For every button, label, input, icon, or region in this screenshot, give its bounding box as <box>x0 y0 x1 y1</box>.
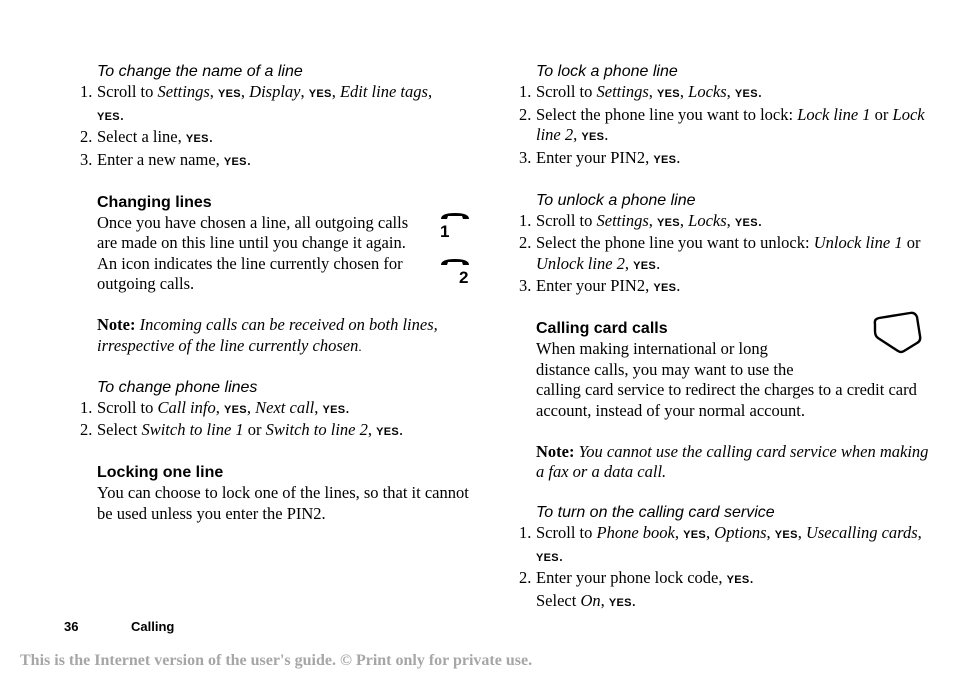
list-item: 1. Scroll to Settings, YES, Locks, YES. <box>519 82 762 101</box>
line-1-label: 1 <box>440 222 450 241</box>
heading-locking-one-line: Locking one line <box>97 464 224 481</box>
calling-card-icon <box>872 310 924 356</box>
yes-key-label: YES <box>726 574 750 586</box>
heading-lock-phone-line: To lock a phone line <box>536 63 678 80</box>
calling-card-text-1: When making international or long distance calls, you may want to use the <box>536 339 794 379</box>
steps-change-line-name <box>80 82 476 172</box>
heading-unlock-phone-line: To unlock a phone line <box>536 191 696 209</box>
list-item: 2. Select Switch to line 1 or Switch to line 2, YES. <box>80 420 404 439</box>
line-2-icon <box>438 256 474 290</box>
list-item: 2. Select the phone line you want to unlock: Unlock line 1 or Unlock line 2, YES. <box>519 233 921 273</box>
list-item: 3. Enter a new name, YES. <box>80 149 251 169</box>
yes-key-label: YES <box>223 155 247 168</box>
yes-key-label: YES <box>653 153 677 166</box>
yes-key-label: YES <box>734 216 758 229</box>
yes-key-label: YES <box>218 88 241 100</box>
page-number: 36 <box>64 619 79 634</box>
yes-key-label: YES <box>97 110 120 123</box>
steps-unlock-phone-line <box>519 211 929 299</box>
calling-card-text-2: calling card service to redirect the charges to a credit card account, instead of your normal account. <box>536 380 917 420</box>
yes-key-label: YES <box>657 88 680 100</box>
yes-key-label: YES <box>608 596 632 609</box>
heading-turn-on-calling-card: To turn on the calling card service <box>536 504 775 521</box>
heading-calling-card-calls: Calling card calls <box>536 320 668 337</box>
list-item: 1. Scroll to Settings, YES, Display, YES, Edit line tags, YES. <box>80 82 433 124</box>
right-column <box>519 62 929 613</box>
note-calling-card: Note: You cannot use the calling card service when making a fax or a data call. <box>536 441 929 481</box>
steps-turn-on-calling-card <box>519 523 929 613</box>
yes-key-label: YES <box>734 88 758 100</box>
yes-key-label: YES <box>653 282 677 294</box>
changing-lines-text: Once you have chosen a line, all outgoing calls are made on this line until you change it again. An icon indicates the line currently chosen for outgoing calls. <box>97 212 409 293</box>
list-item: 1. Scroll to Settings, YES, Locks, YES. <box>519 210 762 230</box>
list-item: 1. Scroll to Call info, YES, Next call, YES. <box>80 397 350 417</box>
disclaimer-text: This is the Internet version of the user's guide. © Print only for private use. <box>20 652 533 669</box>
line-1-icon <box>438 210 474 244</box>
heading-changing-lines: Changing lines <box>97 193 212 211</box>
yes-key-label: YES <box>774 529 798 541</box>
list-item: 2. Select the phone line you want to lock: Lock line 1 or Lock line 2, YES. <box>519 104 925 144</box>
section-name: Calling <box>131 619 175 634</box>
yes-key-label: YES <box>657 216 680 229</box>
list-item: 3. Enter your PIN2, YES. <box>519 147 681 167</box>
list-item: 2. Enter your phone lock code, YES. Select On, YES. <box>519 568 754 610</box>
yes-key-label: YES <box>536 551 559 564</box>
yes-key-label: YES <box>376 426 400 438</box>
list-item: 3. Enter your PIN2, YES. <box>519 276 681 295</box>
heading-change-line-name: To change the name of a line <box>97 63 303 80</box>
yes-key-label: YES <box>322 403 346 416</box>
yes-key-label: YES <box>308 88 332 100</box>
yes-key-label: YES <box>633 259 657 272</box>
yes-key-label: YES <box>223 403 247 416</box>
list-item: 1. Scroll to Phone book, YES, Options, YES, Usecalling cards, YES. <box>519 523 922 565</box>
yes-key-label: YES <box>683 529 707 541</box>
left-column <box>80 62 476 524</box>
note-incoming-calls: Note: Incoming calls can be received on both lines, irrespective of the line currently chosen. <box>97 315 438 355</box>
steps-lock-phone-line <box>519 82 929 170</box>
line-2-label: 2 <box>459 268 469 287</box>
heading-change-phone-lines: To change phone lines <box>97 378 258 396</box>
yes-key-label: YES <box>581 131 605 143</box>
steps-change-phone-lines <box>80 398 476 443</box>
list-item: 2. Select a line, YES. <box>80 127 213 146</box>
locking-text: You can choose to lock one of the lines, so that it cannot be used unless you enter the PIN2. <box>97 483 469 523</box>
handset-icon <box>438 256 474 290</box>
yes-key-label: YES <box>185 133 209 145</box>
